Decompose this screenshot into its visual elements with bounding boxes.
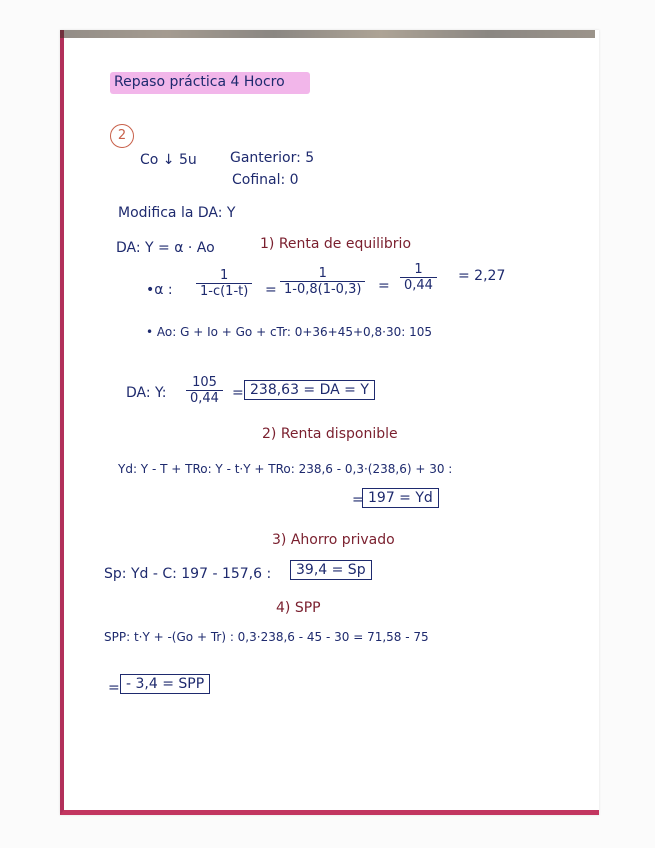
equals-sign: = — [378, 278, 390, 294]
exercise-number: 2 — [110, 124, 134, 148]
sp-line: Sp: Yd - C: 197 - 157,6 : — [104, 566, 272, 582]
binder-edge — [60, 30, 595, 38]
step2-title: 2) Renta disponible — [262, 426, 398, 442]
alpha-frac3-den: 0,44 — [400, 277, 437, 293]
yd-result: 197 = Yd — [362, 488, 439, 508]
ao-line: • Ao: G + Io + Go + cTr: 0+36+45+0,8·30: 105 — [146, 325, 432, 339]
sp-result: 39,4 = Sp — [290, 560, 372, 580]
spp-result: - 3,4 = SPP — [120, 674, 210, 694]
alpha-result: = 2,27 — [458, 268, 506, 284]
given-g-anterior: Ganterior: 5 — [230, 150, 315, 166]
da-y-num: 105 — [192, 375, 217, 390]
alpha-lhs: •α : — [146, 282, 173, 298]
equals-sign: = — [352, 492, 364, 508]
equals-sign: = — [232, 385, 244, 401]
alpha-frac2-den: 1-0,8(1-0,3) — [280, 281, 365, 297]
alpha-frac1-den: 1-c(1-t) — [196, 283, 252, 299]
da-y-den: 0,44 — [186, 390, 223, 406]
step3-title: 3) Ahorro privado — [272, 532, 395, 548]
alpha-frac1-num: 1 — [220, 268, 229, 283]
da-y-fraction — [186, 375, 223, 406]
given-label: Co ↓ 5u — [140, 152, 197, 168]
da-y-result: 238,63 = DA = Y — [244, 380, 375, 400]
equals-sign: = — [265, 282, 277, 298]
da-y-lhs: DA: Y: — [126, 385, 167, 401]
alpha-fraction-2 — [280, 266, 365, 297]
page-title: Repaso práctica 4 Hocro — [114, 74, 285, 90]
alpha-fraction-1 — [196, 268, 252, 299]
instruction: Modifica la DA: Y — [118, 205, 236, 221]
given-g-final: Cofinal: 0 — [232, 172, 299, 188]
da-definition: DA: Y = α · Ao — [116, 240, 215, 256]
paper-sheet — [60, 30, 599, 815]
alpha-frac2-num: 1 — [318, 266, 327, 281]
alpha-fraction-3 — [400, 262, 437, 293]
spp-line: SPP: t·Y + -(Go + Tr) : 0,3·238,6 - 45 - 30 = 71,58 - 75 — [104, 630, 429, 644]
equals-sign: = — [108, 680, 120, 696]
yd-line: Yd: Y - T + TRo: Y - t·Y + TRo: 238,6 - 0,3·(238,6) + 30 : — [118, 462, 453, 476]
step4-title: 4) SPP — [276, 600, 321, 616]
alpha-frac3-num: 1 — [414, 262, 423, 277]
step1-title: 1) Renta de equilibrio — [260, 236, 412, 252]
